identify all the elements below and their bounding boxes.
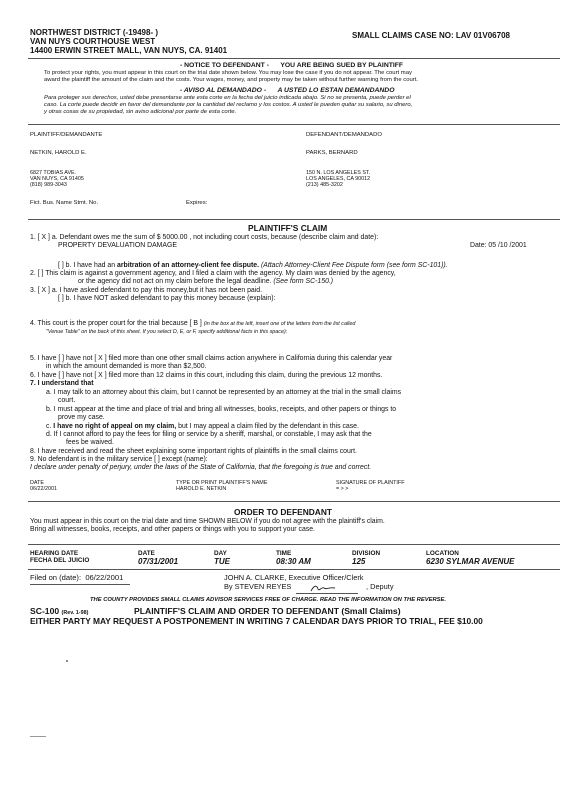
- claim-item-7a: a. I may talk to an attorney about this claim, but I cannot be represented by an attorney at the trial in the small claims: [46, 389, 402, 396]
- fict-bus-label: Fict. Bus. Name Stmt. No.: [30, 200, 99, 206]
- defendant-name: PARKS, BERNARD: [306, 150, 358, 156]
- date-value: 06/22/2001: [30, 486, 57, 492]
- divider: [28, 501, 560, 502]
- hearing-date-label-es: FECHA DEL JUICIO: [30, 557, 90, 564]
- notice-text-es: Para proteger sus derechos, usted debe presentarse ante esta corte en la fecha del juicio indicada abajo. Si no se presenta, puede perder el: [44, 95, 411, 101]
- court-address: 14400 ERWIN STREET MALL, VAN NUYS, CA. 91401: [30, 46, 228, 55]
- date-label: DATE: [30, 480, 44, 486]
- divider: [28, 569, 560, 570]
- divider: [28, 124, 560, 125]
- hearing-day-label: DAY: [214, 550, 227, 557]
- divider: [28, 544, 560, 545]
- expires-label: Expires:: [186, 200, 208, 206]
- signature-underline: [296, 593, 358, 594]
- signature-value: = > >: [336, 486, 349, 492]
- claim-item-1a: 1. [ X ] a. Defendant owes me the sum of $ 5000.00 , not including court costs, because (describe claim and date):: [30, 234, 379, 241]
- clerk-line: JOHN A. CLARKE, Executive Officer/Clerk: [224, 573, 364, 582]
- plaintiff-address: 6827 TOBIAS AVE.: [30, 170, 77, 176]
- court-name: NORTHWEST DISTRICT (-19498- ): [30, 28, 159, 37]
- defendant-address: LOS ANGELES, CA 90012: [306, 176, 371, 182]
- notice-text-en: award the plaintiff the amount of the claim and the costs. Your wages, money, and property may be taken without further warning from the court.: [44, 77, 419, 83]
- plaintiff-name-label: TYPE OR PRINT PLAINTIFF'S NAME: [176, 480, 268, 486]
- hearing-time-value: 08:30 AM: [276, 557, 311, 566]
- hearing-division-value: 125: [352, 557, 366, 566]
- form-number: SC-100 (Rev. 1-98): [30, 606, 89, 616]
- postponement-notice: EITHER PARTY MAY REQUEST A POSTPONEMENT IN WRITING 7 CALENDAR DAYS PRIOR TO TRIAL, FEE $10.00: [30, 616, 483, 626]
- claim-item-6: 6. I have [ ] have not [ X ] filed more than 12 claims in this court, including this claim, during the previous 12 months.: [30, 372, 383, 379]
- filed-on: Filed on (date): 06/22/2001: [30, 573, 124, 582]
- claim-item-7c: c. I have no right of appeal on my claim, but I may appeal a claim filed by the defendant in this case.: [46, 423, 359, 430]
- hearing-date-label: HEARING DATE: [30, 550, 79, 557]
- claim-title: PLAINTIFF'S CLAIM: [248, 223, 328, 233]
- claim-date: Date: 05 /10 /2001: [470, 242, 527, 249]
- order-text: Bring all witnesses, books, receipts, and other papers or things with you to support your case.: [30, 526, 315, 533]
- claim-item-2b: or the agency did not act on my claim before the legal deadline. (See form SC-150.): [78, 278, 334, 285]
- declaration: I declare under penalty of perjury, under the laws of the State of California, that the foregoing is true and correct.: [30, 464, 372, 471]
- claim-item-3a: 3. [ X ] a. I have asked defendant to pay this money,but it has not been paid.: [30, 287, 263, 294]
- divider: [28, 219, 560, 220]
- hearing-date-value: 07/31/2001: [138, 557, 179, 566]
- hearing-day-value: TUE: [214, 557, 230, 566]
- order-title: ORDER TO DEFENDANT: [234, 507, 333, 517]
- plaintiff-name-value: HAROLD E. NETKIN: [176, 486, 227, 492]
- claim-item-7b: b. I must appear at the time and place of trial and bring all witnesses, books, receipts, and other papers or things to: [46, 406, 397, 413]
- scan-mark: [30, 736, 46, 737]
- claim-item-9: 9. No defendant is in the military service [ ] except (name):: [30, 456, 208, 463]
- claim-item-2: 2. [ ] This claim is against a government agency, and I filed a claim with the agency. My claim was denied by the agency,: [30, 270, 396, 277]
- hearing-division-label: DIVISION: [352, 550, 381, 557]
- divider: [28, 58, 560, 59]
- plaintiff-address: VAN NUYS, CA 91405: [30, 176, 84, 182]
- plaintiff-phone: (818) 989-3043: [30, 182, 67, 188]
- claim-item-7d: d. If I cannot afford to pay the fees for filing or service by a sheriff, marshal, or constable, I may ask that the: [46, 431, 372, 438]
- defendant-phone: (213) 485-3202: [306, 182, 343, 188]
- hearing-date-col-label: DATE: [138, 550, 155, 557]
- case-number: SMALL CLAIMS CASE NO: LAV 01V06708: [352, 31, 510, 40]
- claim-item-4b: "Venue Table" on the back of this sheet. If you select D, E, or F, specify additional facts in this space):: [46, 329, 288, 335]
- claim-item-7b2: prove my case.: [58, 414, 105, 421]
- courthouse-name: VAN NUYS COURTHOUSE WEST: [30, 37, 156, 46]
- defendant-address: 150 N. LOS ANGELES ST.: [306, 170, 371, 176]
- plaintiff-name: NETKIN, HAROLD E.: [30, 150, 87, 156]
- advisor-note: THE COUNTY PROVIDES SMALL CLAIMS ADVISOR SERVICES FREE OF CHARGE. READ THE INFORMATION ON THE REVERSE.: [90, 597, 447, 603]
- form-title: PLAINTIFF'S CLAIM AND ORDER TO DEFENDANT (Small Claims): [134, 606, 401, 616]
- claim-description: PROPERTY DEVALUATION DAMAGE: [58, 242, 177, 249]
- notice-text-es: y otras cosas de su propiedad, sin aviso adicional por parte de esta corte.: [44, 109, 237, 115]
- claim-item-4: 4. This court is the proper court for the trial because [ B ] (in the box at the left, insert one of the letters from the list called: [30, 320, 356, 327]
- hearing-location-label: LOCATION: [426, 550, 459, 557]
- plaintiff-label: PLAINTIFF/DEMANDANTE: [30, 132, 103, 138]
- claim-item-1b: [ ] b. I have had an arbitration of an attorney-client fee dispute. (Attach Attorney-Client Fee Dispute form (see form SC-101)).: [58, 262, 448, 269]
- scan-speck: [66, 660, 68, 662]
- claim-item-5: 5. I have [ ] have not [ X ] filed more than one other small claims action anywhere in California during this calendar year: [30, 355, 393, 362]
- notice-text-es: caso. La corte puede decidir en favor del demandante por la cantidad del reclamo y los costos. A usted le pueden quitar su salario, su dinero,: [44, 102, 413, 108]
- notice-title-es: - AVISO AL DEMANDADO - A USTED LO ESTAN DEMANDANDO: [180, 87, 395, 94]
- claim-item-7a2: court.: [58, 397, 76, 404]
- notice-text-en: To protect your rights, you must appear in this court on the trial date shown below. You may lose the case if you do not appear. The court may: [44, 70, 412, 76]
- claim-item-7: 7. I understand that: [30, 380, 94, 387]
- filed-underline: [30, 584, 130, 585]
- defendant-label: DEFENDANT/DEMANDADO: [306, 132, 382, 138]
- hearing-location-value: 6230 SYLMAR AVENUE: [426, 557, 515, 566]
- claim-item-3b: [ ] b. I have NOT asked defendant to pay this money because (explain):: [58, 295, 276, 302]
- deputy-by-line: By STEVEN REYES: [224, 582, 292, 591]
- claim-item-5b: in which the amount demanded is more than $2,500.: [46, 363, 207, 370]
- deputy-label: , Deputy: [366, 582, 394, 591]
- hearing-time-label: TIME: [276, 550, 292, 557]
- signature-label: SIGNATURE OF PLAINTIFF: [336, 480, 405, 486]
- order-text: You must appear in this court on the trial date and time SHOWN BELOW if you do not agree with the plaintiff's claim.: [30, 518, 385, 525]
- claim-item-8: 8. I have received and read the sheet explaining some important rights of plaintiffs in the small claims court.: [30, 448, 357, 455]
- claim-item-7d2: fees be waived.: [66, 439, 114, 446]
- notice-title-en: - NOTICE TO DEFENDANT - YOU ARE BEING SUED BY PLAINTIFF: [180, 62, 404, 69]
